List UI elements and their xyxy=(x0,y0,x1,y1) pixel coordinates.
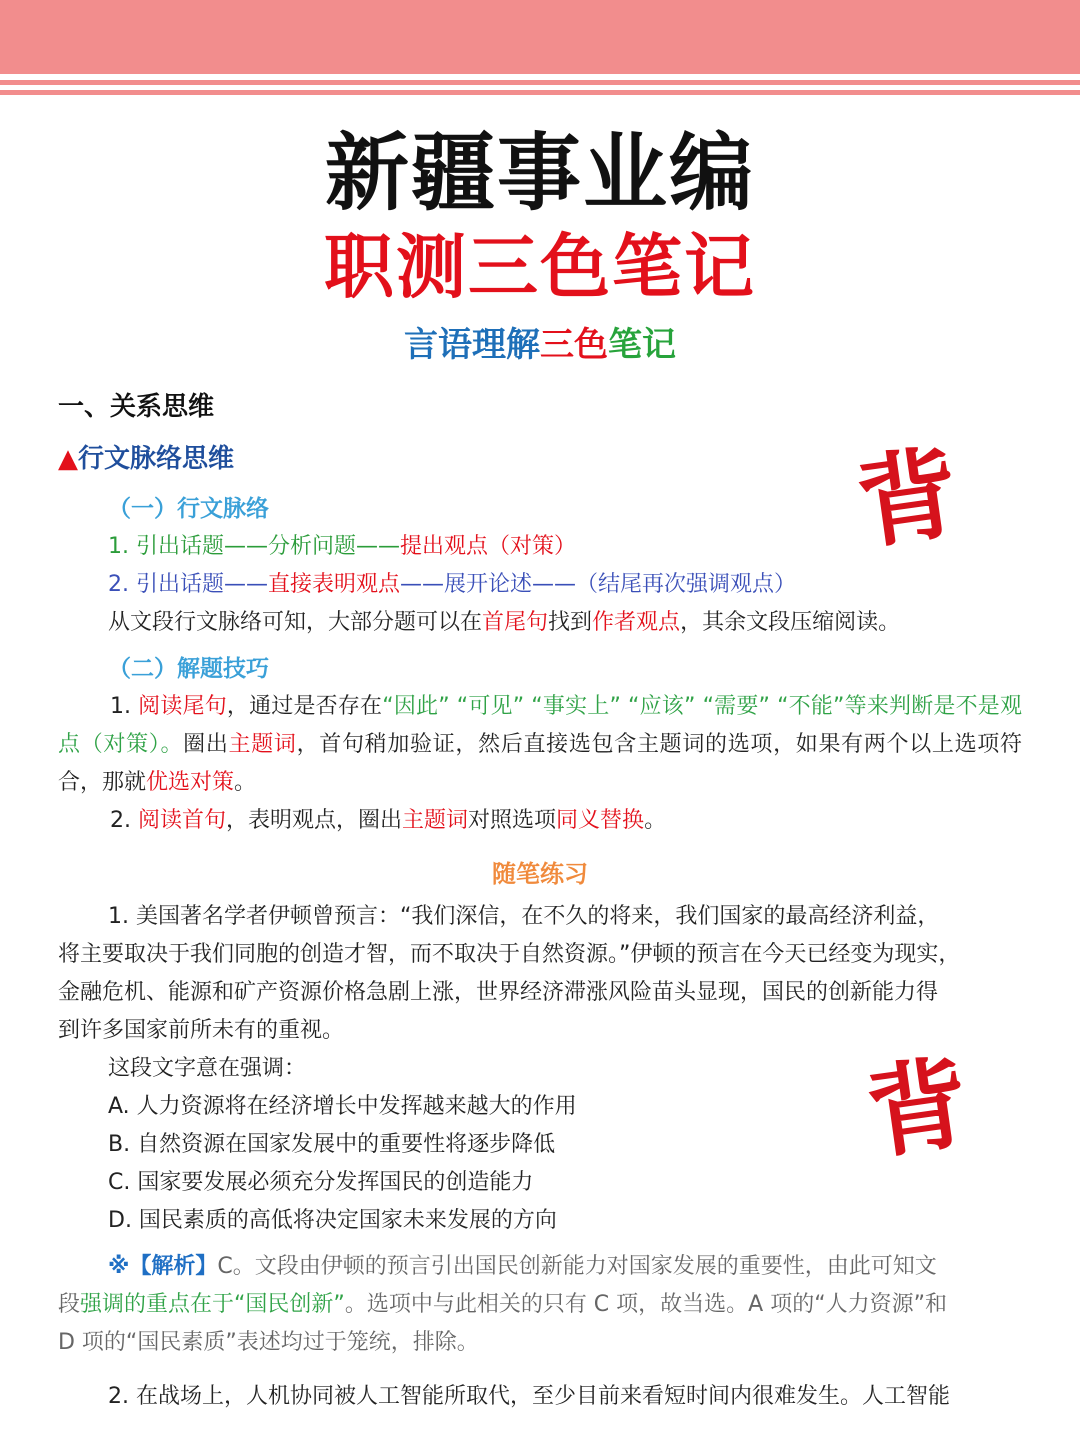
banner-stripe xyxy=(0,80,1080,85)
question-2-line: 2. 在战场上，人机协同被人工智能所取代，至少目前来看短时间内很难发生。人工智能 xyxy=(108,1384,950,1409)
option-d: D. 国民素质的高低将决定国家未来发展的方向 xyxy=(108,1208,557,1233)
analysis-label: ※【解析】 xyxy=(108,1254,218,1279)
banner-stripe xyxy=(0,90,1080,95)
highlight-green: 强调的重点在于“国民创新” xyxy=(80,1292,345,1317)
highlight-red: 首尾句 xyxy=(482,610,549,635)
page-title: 新疆事业编 xyxy=(324,123,755,222)
structure-line-2 xyxy=(108,566,1072,604)
question-1-line: 金融危机、能源和矿产资源价格急剧上涨，世界经济滞涨风险苗头显现，国民的创新能力得 xyxy=(58,980,939,1005)
page-subtitle: 职测三色笔记 xyxy=(324,225,756,308)
highlight-green: “因此” “可见” “事实上” “应该” “需要” “不能”等 xyxy=(382,694,867,719)
text-segment: ——展开论述——（结尾再次强调观点） xyxy=(400,572,797,597)
text-segment: C。文段由伊顿的预言引出国民创新能力对国家发展的重要性，由此可知文 xyxy=(217,1254,937,1279)
text-segment: 。 xyxy=(234,770,257,795)
text-segment: ，其余文段压缩阅读。 xyxy=(680,610,901,635)
question-prompt: 这段文字意在强调： xyxy=(108,1056,307,1081)
tagline-part-blue: 言语理解 xyxy=(404,325,540,365)
part1-heading: （一）行文脉络 xyxy=(108,496,269,522)
highlight-red: 优选对策 xyxy=(146,770,235,795)
text-segment: 1. xyxy=(110,694,139,719)
highlight-red: 主题词 xyxy=(228,732,297,757)
part2-heading: （二）解题技巧 xyxy=(108,656,269,682)
technique-2 xyxy=(58,802,1022,840)
question-1-line: 将主要取决于我们同胞的创造才智，而不取决于自然资源。”伊顿的预言在今天已经变为现实， xyxy=(58,942,961,967)
text-segment: 。 xyxy=(644,808,667,833)
text-segment: ，首句稍加验证，然后直接选包含主题词的选项， xyxy=(296,732,796,757)
memorize-stamp: 背 xyxy=(850,432,966,564)
text-segment: 对照选项 xyxy=(468,808,557,833)
text-segment: 如果有两个以上选项符合，那就 xyxy=(58,732,1022,795)
text-segment: 1. 引出话题——分析问题—— xyxy=(108,534,400,559)
highlight-red: 作者观点 xyxy=(592,610,681,635)
question-1-line: 到许多国家前所未有的重视。 xyxy=(58,1018,345,1043)
text-segment: 从文段行文脉络可知，大部分题可以在 xyxy=(108,610,483,635)
option-a: A. 人力资源将在经济增长中发挥越来越大的作用 xyxy=(108,1094,577,1119)
analysis-line xyxy=(108,1248,1022,1286)
analysis-line: D 项的“国民素质”表述均过于笼统，排除。 xyxy=(58,1330,479,1355)
structure-summary xyxy=(108,604,1072,642)
technique-1 xyxy=(58,688,1022,802)
text-segment: 段 xyxy=(58,1292,81,1317)
option-c: C. 国家要发展必须充分发挥国民的创造能力 xyxy=(108,1170,534,1195)
text-segment: ，表明观点，圈出 xyxy=(226,808,403,833)
text-segment: 2. xyxy=(110,808,138,833)
highlight-red: 阅读尾句 xyxy=(138,694,227,719)
text-segment: 2. 引出话题—— xyxy=(108,572,268,597)
memorize-stamp: 背 xyxy=(860,1042,976,1174)
tagline-part-green: 笔记 xyxy=(608,325,676,365)
highlight-red: 阅读首句 xyxy=(137,808,226,833)
highlight-red: 直接表明观点 xyxy=(267,572,400,597)
text-segment: 找到 xyxy=(548,610,593,635)
triangle-icon: ▲ xyxy=(58,444,78,474)
tagline xyxy=(0,318,1080,372)
tagline-part-red: 三色 xyxy=(540,325,608,365)
sub-heading-text: 行文脉络思维 xyxy=(78,444,235,474)
practice-heading: 随笔练习 xyxy=(492,860,588,888)
question-1-line: 1. 美国著名学者伊顿曾预言：“我们深信，在不久的将来，我们国家的最高经济利益， xyxy=(108,904,940,929)
text-segment: 。选项中与此相关的只有 C 项，故当选。A 项的“人力资源”和 xyxy=(344,1292,947,1317)
highlight-red: 同义替换 xyxy=(556,808,645,833)
analysis-line xyxy=(58,1286,1022,1324)
text-segment: ，通过是否存在 xyxy=(226,694,383,719)
option-b: B. 自然资源在国家发展中的重要性将逐步降低 xyxy=(108,1132,556,1157)
structure-line-1 xyxy=(108,528,1072,566)
top-banner xyxy=(0,0,1080,74)
highlight-green: 来判断是不是观点（对策）。 xyxy=(58,694,1022,757)
text-segment: 圈出 xyxy=(183,732,229,757)
section-heading: 一、关系思维 xyxy=(58,392,215,422)
highlight-red: 提出观点（对策） xyxy=(399,534,576,559)
highlight-red: 主题词 xyxy=(402,808,469,833)
